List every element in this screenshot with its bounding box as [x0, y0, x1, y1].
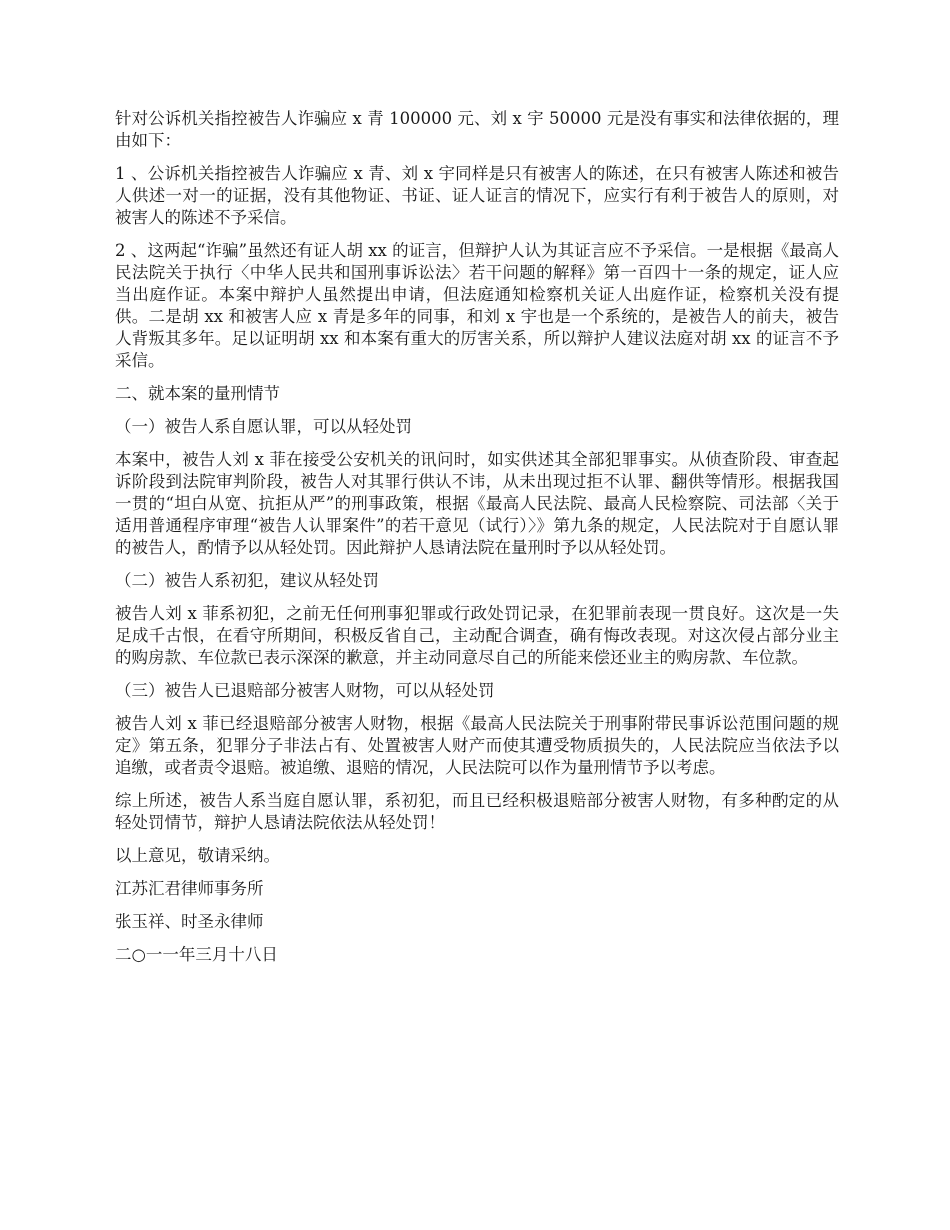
- subsection-2-paragraph: 被告人刘 x 菲系初犯，之前无任何刑事犯罪或行政处罚记录，在犯罪前表现一贯良好。这次是一失足成千古恨，在看守所期间，积极反省自己，主动配合调查，确有悔改表现。对这次侵占部分业主的购房款、车位款已表示深深的歉意，并主动同意尽自己的所能来偿还业主的购房款、车位款。: [115, 604, 839, 667]
- section-2-heading: 二、就本案的量刑情节: [115, 384, 280, 403]
- subsection-3-heading: （三）被告人已退赔部分被害人财物，可以从轻处罚: [115, 681, 495, 700]
- subsection-3-paragraph: 被告人刘 x 菲已经退赔部分被害人财物，根据《最高人民法院关于刑事附带民事诉讼范围问题的规定》第五条，犯罪分子非法占有、处置被害人财产而使其遭受物质损失的，人民法院应当依法予以追缴，或者责令退赔。被追缴、退赔的情况，人民法院可以作为量刑情节予以考虑。: [115, 714, 839, 777]
- point-2-paragraph: 2 、这两起“诈骗”虽然还有证人胡 xx 的证言，但辩护人认为其证言应不予采信。一是根据《最高人民法院关于执行〈中华人民共和国刑事诉讼法〉若干问题的解释》第一百四十一条的规定，证人应当出庭作证。本案中辩护人虽然提出申请，但法庭通知检察机关证人出庭作证，检察机关没有提供。二是胡 xx 和被害人应 x 青是多年的同事，和刘 x 宇也是一个系统的，是被告人的前夫，被告人背叛其多年。足以证明胡 xx 和本案有重大的厉害关系，所以辩护人建议法庭对胡 xx 的证言不予采信。: [115, 241, 839, 370]
- lawyer-names: 张玉祥、时圣永律师: [115, 912, 264, 931]
- document-body: [115, 108, 839, 977]
- subsection-2-heading: （二）被告人系初犯，建议从轻处罚: [115, 571, 379, 590]
- law-firm-name: 江苏汇君律师事务所: [115, 879, 264, 898]
- closing-remark: 以上意见，敬请采纳。: [115, 846, 280, 865]
- document-date: 二○一一年三月十八日: [115, 945, 278, 964]
- subsection-1-heading: （一）被告人系自愿认罪，可以从轻处罚: [115, 417, 412, 436]
- intro-paragraph: 针对公诉机关指控被告人诈骗应 x 青 100000 元、刘 x 宇 50000 元是没有事实和法律依据的，理由如下：: [115, 109, 839, 150]
- point-1-paragraph: 1 、公诉机关指控被告人诈骗应 x 青、刘 x 宇同样是只有被害人的陈述，在只有被害人陈述和被告人供述一对一的证据，没有其他物证、书证、证人证言的情况下，应实行有利于被告人的原则，对被害人的陈述不予采信。: [115, 164, 839, 227]
- conclusion-paragraph: 综上所述，被告人系当庭自愿认罪，系初犯，而且已经积极退赔部分被害人财物，有多种酌定的从轻处罚情节，辩护人恳请法院依法从轻处罚！: [115, 791, 839, 832]
- subsection-1-paragraph: 本案中，被告人刘 x 菲在接受公安机关的讯问时，如实供述其全部犯罪事实。从侦查阶段、审查起诉阶段到法院审判阶段，被告人对其罪行供认不讳，从未出现过拒不认罪、翻供等情形。根据我国一贯的“坦白从宽、抗拒从严”的刑事政策，根据《最高人民法院、最高人民检察院、司法部〈关于适用普通程序审理“被告人认罪案件”的若干意见（试行）〉》第九条的规定，人民法院对于自愿认罪的被告人，酌情予以从轻处罚。因此辩护人恳请法院在量刑时予以从轻处罚。: [115, 450, 839, 557]
